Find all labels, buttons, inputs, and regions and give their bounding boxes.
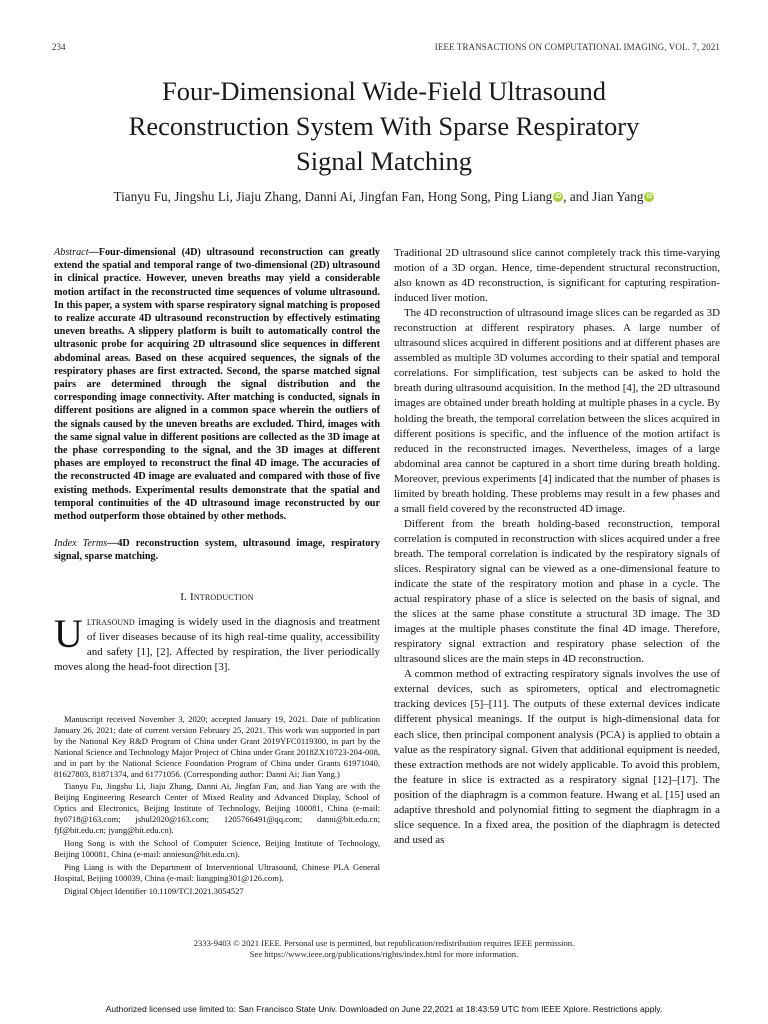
running-header xyxy=(52,42,720,54)
index-terms-label: Index Terms xyxy=(54,538,108,550)
body-paragraph: A common method of extracting respiratory signals involves the use of external devices, such as spirometers, optical and electromagnetic tracking devices [5]–[11]. The outputs of these external devices indicate different physical meanings. If the output is high-dimensional data for each slice, then principal component analysis (PCA) is applied to obtain a value as the respiratory signal. Given that additional equipment is needed, these extraction methods are not widely applicable. To avoid this problem, the feature in slice is extracted as a respiratory signal [12]–[17]. The position of the diaphragm is a common feature. Hwang et al. [15] used an adaptive threshold and polynomial fitting to segment the diaphragm in a slice sequence. In a fixed area, the position of the diaphragm is detected and used as xyxy=(394,668,720,846)
section-heading xyxy=(54,590,380,605)
footnote-doi: Digital Object Identifier 10.1109/TCI.2021.3054527 xyxy=(64,885,244,896)
footnote-manuscript: Manuscript received November 3, 2020; accepted January 19, 2021. Date of publication January 26, 2021; date of current version February 25, 2021. This work was supported in part by the National Key R&D Program of China under Grant 2019YFC0119300, in part by the National Science and Technology Major Project of China under Grant 2018ZX10723-204-008, and in part by the National Science Foundation Program of China under Grants 61971040, 81627803, 81871374, and 61771056. (Corresponding author: Danni Ai; Jian Yang.) xyxy=(54,714,380,779)
author-list xyxy=(40,189,728,205)
paper-title xyxy=(40,74,728,179)
title-line-1: Four-Dimensional Wide-Field Ultrasound xyxy=(162,76,606,106)
orcid-icon[interactable]: iD xyxy=(555,194,562,200)
license-notice: Authorized licensed use limited to: San Francisco State Univ. Downloaded on June 22,2021 at 18:43:59 UTC from IEEE Xplore. Restrictions apply. xyxy=(105,1004,663,1014)
body-paragraph: Traditional 2D ultrasound slice cannot completely track this time-varying motion of a 3D organ. Hence, time-dependent structural reconstruction, also known as 4D reconstruction, is significant for capturing respiration-induced liver motion. xyxy=(394,247,720,305)
index-terms-text: —4D reconstruction system, ultrasound image, respiratory signal, sparse matching. xyxy=(54,538,380,563)
body-paragraph: Different from the breath holding-based reconstruction, temporal correlation is computed in reconstruction with slices acquired under a free breath. The temporal correlation is indicated by the respiratory signals of slices. Respiratory signal can be viewed as a one-dimensional feature to indicate the state of the respiratory motion and phase in a cycle. The actual respiratory phase of a slice is selected on the basis of signal, and the slices at the same phase constitute a structural 3D image. The 3D images at the multiple phases constitute the final 4D image. Therefore, respiratory signal extraction and respiratory phase selection of the ultrasound slices are the main steps in 4D reconstruction. xyxy=(394,517,720,666)
intro-paragraph xyxy=(54,610,380,675)
intro-text: imaging is widely used in the diagnosis and treatment of liver diseases because of its high real-time quality, accessibility and safety [1], [2]. Affected by respiration, the liver periodically moves along the head-foot direction [3]. xyxy=(54,615,380,673)
footnote-affiliation: Tianyu Fu, Jingshu Li, Jiaju Zhang, Danni Ai, Jingfan Fan, and Jian Yang are with the Beijing Engineering Research Center of Mixed Reality and Advanced Display, School of Optics and Electronics, Beijing Institute of Technology, Beijing 100081, China (e-mail: fty0718@163.com; jshul2020@163.com; 1205766491@qq.com; danni@bit.edu.cn; fjf@bit.edu.cn; jyang@bit.edu.cn). xyxy=(54,781,380,836)
index-terms xyxy=(54,537,380,563)
rights-link[interactable]: See https://www.ieee.org/publications/rights/index.html for more information. xyxy=(249,949,519,959)
orcid-icon[interactable]: iD xyxy=(646,194,653,200)
right-column xyxy=(394,246,720,848)
author-names-last: , and Jian Yang xyxy=(563,189,644,204)
abstract-text: —Four-dimensional (4D) ultrasound reconstruction can greatly extend the spatial and temporal range of two-dimensional (2D) ultrasound in clinical practice. However, uneven breaths may yield a considerable motion artifact in the reconstructed time sequences of volume ultrasound. In this paper, a system with sparse respiratory signal matching is proposed to realize accurate 4D ultrasound reconstruction by effectively estimating uneven breaths. A slippery platform is built to automatically control the ultrasonic probe for acquiring 2D ultrasound slice sequences in different abdominal areas. Based on these acquired sequences, the signals of the respiratory phases are first extracted. Second, the sparse matched signal pairs are determined through the signal distribution and the corresponding image connectivity. After matching is conducted, signals in different positions are aligned in a common space wherein the outliers of the signals caused by the uneven breaths are excluded. Third, images with the same signal value in different positions are collected as the 3D image at the phase corresponding to the signal, and the 3D images at different phases are employed to reconstruct the final 4D image. The accuracies of the reconstructed 4D image are evaluated and compared with those of five existing methods. Experimental results demonstrate that the spatial and temporal continuities of the 4D ultrasound image reconstructed by our method outperform those obtained by other methods. xyxy=(54,247,380,523)
journal-name: IEEE TRANSACTIONS ON COMPUTATIONAL IMAGING, VOL. 7, 2021 xyxy=(434,42,720,52)
copyright-notice xyxy=(40,938,728,960)
footnote-affiliation: Hong Song is with the School of Computer Science, Beijing Institute of Technology, Beijing 100081, China (e-mail: anniesun@bit.edu.cn). xyxy=(54,837,380,859)
section-number: I. xyxy=(180,590,190,603)
copyright-line: 2333-9403 © 2021 IEEE. Personal use is permitted, but republication/redistribution requires IEEE permission. xyxy=(193,938,575,948)
abstract xyxy=(54,246,380,523)
title-line-3: Signal Matching xyxy=(296,146,472,176)
drop-cap: U xyxy=(54,610,83,656)
abstract-label: Abstract xyxy=(54,247,89,258)
body-paragraph: The 4D reconstruction of ultrasound image slices can be regarded as 3D reconstruction at different respiratory phases. A large number of ultrasound slices acquired in different positions and at different phases are assembled as multiple 3D volumes according to their spatial and temporal correlations. For simplification, test subjects can be asked to hold the breath during ultrasound acquisition. In the method [4], the 2D ultrasound images are obtained under breath holding at multiple phases in a cycle. By holding the breath, the temporal correlation between the slices acquired in different positions is specific, and the influence of the motion artifact is reduced in the reconstructed images. Nevertheless, images of a large abdominal area cannot be captured in a short time during breath holding. Moreover, previous experiments [4] indicated that the number of phases is limited by breath holding. These problems may result in a few phases and a small field covered by the reconstructed 4D image. xyxy=(394,307,720,515)
author-names: Tianyu Fu, Jingshu Li, Jiaju Zhang, Danni Ai, Jingfan Fan, Hong Song, Ping Liang xyxy=(113,189,553,204)
left-column xyxy=(54,246,380,675)
page-number: 234 xyxy=(52,42,66,52)
section-title: Introduction xyxy=(189,590,254,603)
intro-lead: ltrasound xyxy=(86,615,135,628)
footnotes xyxy=(54,714,380,897)
footnote-affiliation: Ping Liang is with the Department of Interventional Ultrasound, Chinese PLA General Hospital, Beijing 100039, China (e-mail: liangping301@126.com). xyxy=(54,861,380,883)
title-line-2: Reconstruction System With Sparse Respiratory xyxy=(128,111,640,141)
